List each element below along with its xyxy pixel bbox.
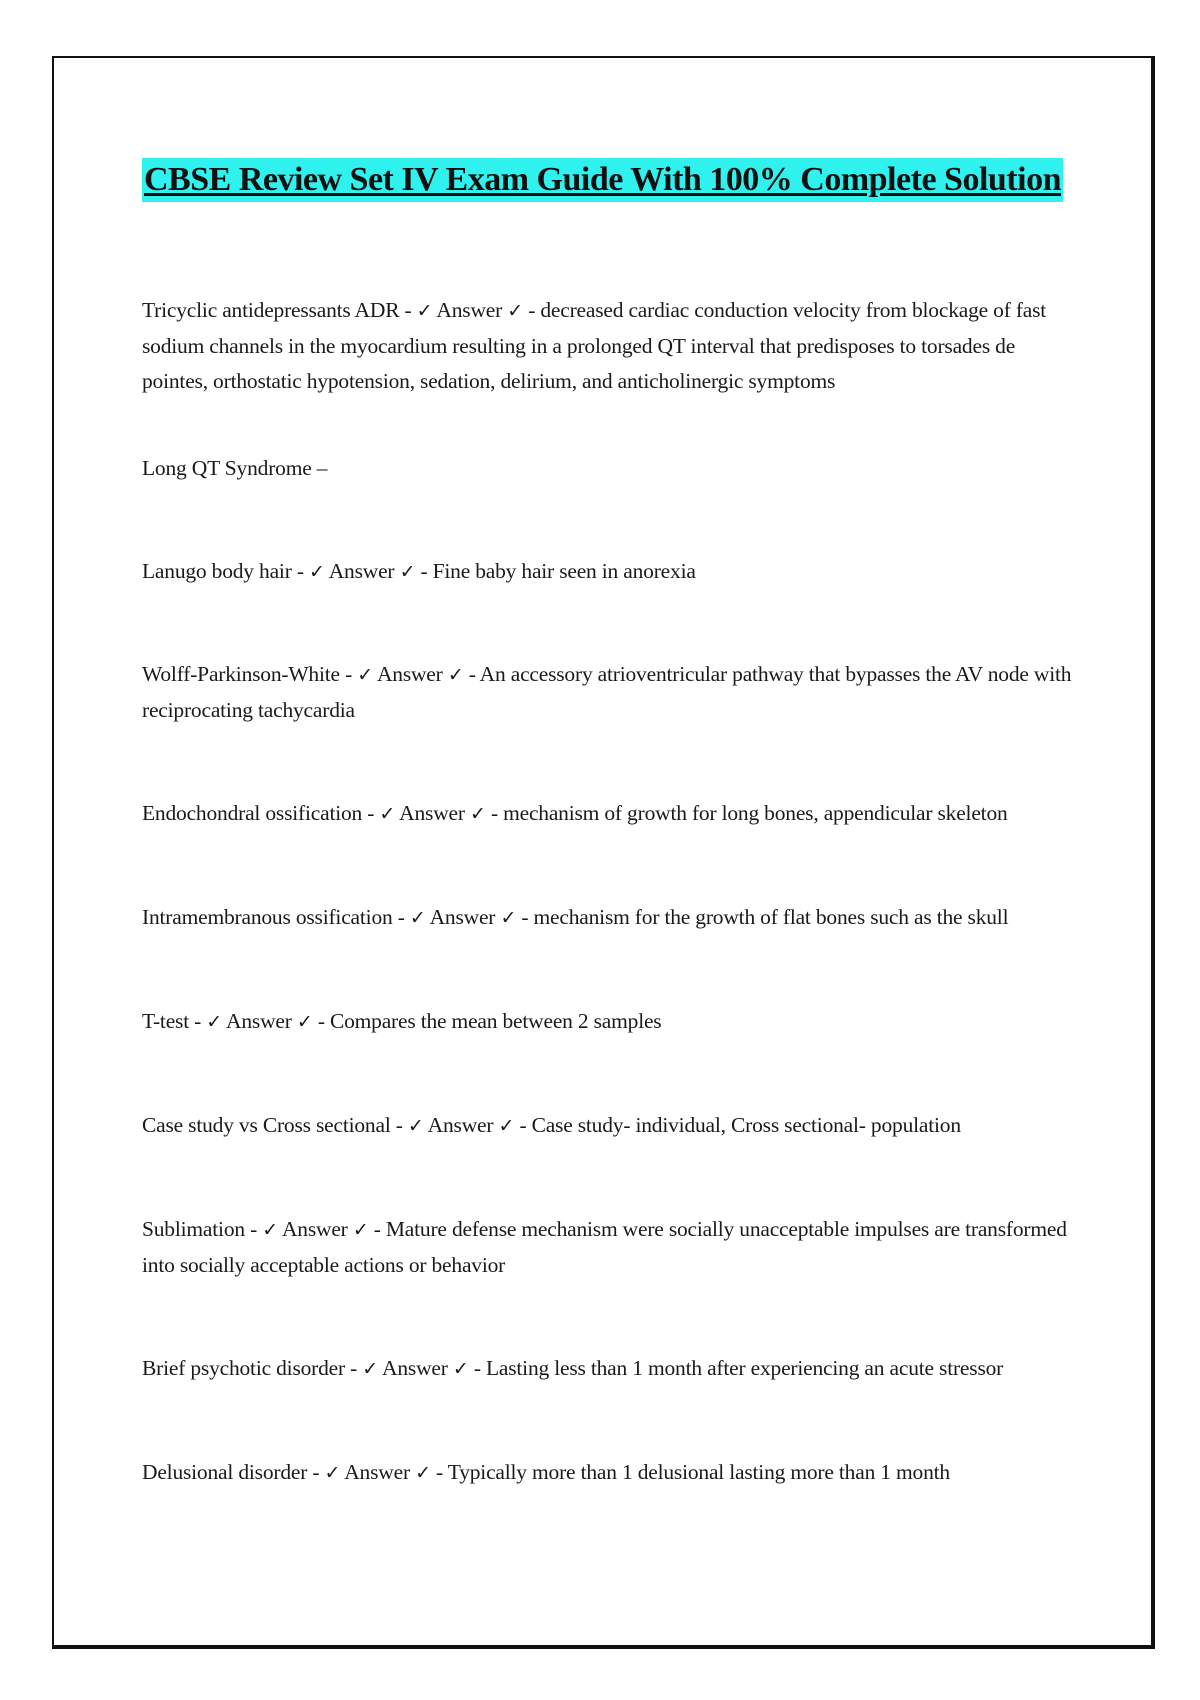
answer-label: Answer — [399, 801, 465, 825]
answer-label: Answer — [328, 559, 395, 583]
check-icon: ✓ — [399, 561, 416, 583]
check-icon: ✓ — [407, 1115, 424, 1137]
check-icon: ✓ — [498, 1115, 515, 1137]
answer-label: Answer — [226, 1009, 292, 1033]
check-icon: ✓ — [262, 1219, 278, 1241]
check-icon: ✓ — [296, 1011, 313, 1033]
answer-label: Answer — [281, 1217, 348, 1241]
answer-label: Answer — [382, 1356, 448, 1380]
check-icon: ✓ — [352, 1219, 369, 1241]
qa-answer: decreased cardiac conduction velocity from blockage of fast sodium channels in the myocardium resulting in a prolonged QT interval that predisposes to torsades de pointes, orthostatic hypotension, sedation, delirium, and anticholinergic symptoms — [142, 298, 1047, 393]
answer-label: Answer — [344, 1460, 410, 1484]
answer-label: Answer — [427, 1113, 494, 1137]
qa-answer: Case study- individual, Cross sectional- population — [531, 1113, 961, 1137]
qa-term: Lanugo body hair — [142, 559, 292, 583]
qa-entry: Sublimation - ✓ Answer ✓ - Mature defense mechanism were socially unacceptable impulses are transformed into socially acceptable actions or behavior — [142, 1217, 1067, 1277]
qa-term: Intramembranous ossification — [142, 905, 393, 929]
qa-entry: Lanugo body hair - ✓ Answer ✓ - Fine baby hair seen in anorexia — [142, 559, 696, 583]
qa-term: Wolff-Parkinson-White — [142, 662, 340, 686]
qa-term: Tricyclic antidepressants ADR — [142, 298, 400, 322]
document-title: CBSE Review Set IV Exam Guide With 100% Complete Solution — [142, 158, 1063, 202]
document-page — [52, 56, 1155, 1649]
title-container — [54, 158, 1151, 202]
check-icon: ✓ — [308, 561, 325, 583]
qa-entry: Brief psychotic disorder - ✓ Answer ✓ - Lasting less than 1 month after experiencing an acute stressor — [142, 1356, 1004, 1380]
check-icon: ✓ — [357, 664, 373, 686]
qa-answer: Fine baby hair seen in anorexia — [432, 559, 696, 583]
check-icon: ✓ — [379, 803, 396, 825]
qa-answer: Typically more than 1 delusional lasting more than 1 month — [447, 1460, 950, 1484]
qa-answer: mechanism for the growth of flat bones such as the skull — [533, 905, 1009, 929]
qa-term: Case study vs Cross sectional — [142, 1113, 391, 1137]
answer-label: Answer — [436, 298, 503, 322]
check-icon: ✓ — [507, 300, 524, 322]
check-icon: ✓ — [452, 1358, 469, 1380]
qa-entry: Tricyclic antidepressants ADR - ✓ Answer ✓ - decreased cardiac conduction velocity from blockage of fast sodium channels in the myocardium resulting in a prolonged QT interval that predisposes to torsades de pointes, orthostatic hypotension, sedation, delirium, and anticholinergic symptoms — [142, 298, 1047, 393]
qa-entry: Delusional disorder - ✓ Answer ✓ - Typically more than 1 delusional lasting more than 1 month — [142, 1460, 950, 1484]
qa-entry: T-test - ✓ Answer ✓ - Compares the mean between 2 samples — [142, 1009, 662, 1033]
qa-term: Long QT Syndrome – — [142, 456, 328, 480]
check-icon: ✓ — [206, 1011, 223, 1033]
qa-entry: Wolff-Parkinson-White - ✓ Answer ✓ - An accessory atrioventricular pathway that bypasses the AV node with reciprocating tachycardia — [142, 662, 1072, 722]
qa-entry: Intramembranous ossification - ✓ Answer ✓ - mechanism for the growth of flat bones such as the skull — [142, 905, 1009, 929]
check-icon: ✓ — [415, 1462, 431, 1484]
qa-answer: mechanism of growth for long bones, appendicular skeleton — [503, 801, 1008, 825]
qa-entry: Endochondral ossification - ✓ Answer ✓ - mechanism of growth for long bones, appendicular skeleton — [142, 801, 1008, 825]
qa-term: Endochondral ossification — [142, 801, 363, 825]
check-icon: ✓ — [362, 1358, 379, 1380]
check-icon: ✓ — [324, 1462, 341, 1484]
qa-term: Brief psychotic disorder — [142, 1356, 345, 1380]
check-icon: ✓ — [409, 907, 426, 929]
check-icon: ✓ — [447, 664, 464, 686]
answer-label: Answer — [429, 905, 496, 929]
qa-answer: Mature defense mechanism were socially unacceptable impulses are transformed into socially acceptable actions or behavior — [142, 1217, 1067, 1277]
qa-term: Delusional disorder — [142, 1460, 308, 1484]
qa-term: Sublimation — [142, 1217, 245, 1241]
qa-entry: Case study vs Cross sectional - ✓ Answer ✓ - Case study- individual, Cross sectional- population — [142, 1113, 961, 1137]
check-icon: ✓ — [416, 300, 433, 322]
qa-entry — [142, 451, 1082, 486]
qa-answer: An accessory atrioventricular pathway that bypasses the AV node with reciprocating tachycardia — [142, 662, 1072, 722]
check-icon: ✓ — [500, 907, 517, 929]
qa-term: T-test — [142, 1009, 189, 1033]
answer-label: Answer — [376, 662, 443, 686]
check-icon: ✓ — [470, 803, 486, 825]
qa-answer: Compares the mean between 2 samples — [329, 1009, 662, 1033]
qa-answer: Lasting less than 1 month after experiencing an acute stressor — [485, 1356, 1004, 1380]
